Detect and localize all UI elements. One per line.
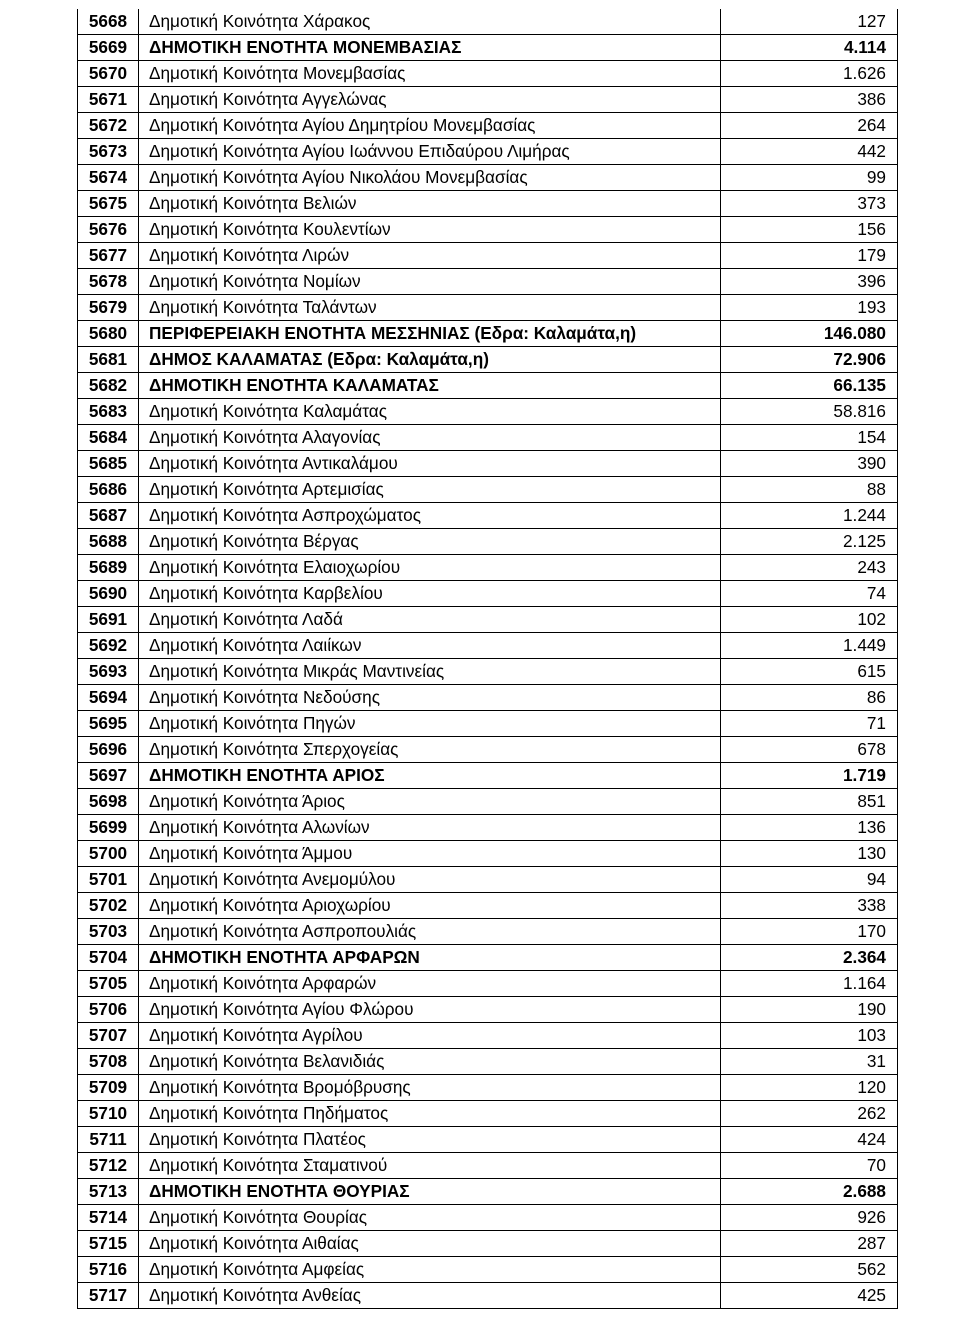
area-name-cell: Δημοτική Κοινότητα Αγίου Ιωάννου Επιδαύρου Λιμήρας [139, 139, 721, 165]
area-name-cell: Δημοτική Κοινότητα Καλαμάτας [139, 399, 721, 425]
row-id-cell: 5673 [78, 139, 139, 165]
area-name-cell: Δημοτική Κοινότητα Ελαιοχωρίου [139, 555, 721, 581]
area-name-cell: Δημοτική Κοινότητα Σταματινού [139, 1153, 721, 1179]
table-row [78, 1283, 898, 1309]
row-id-cell: 5688 [78, 529, 139, 555]
population-cell: 71 [721, 711, 898, 737]
table-row [78, 9, 898, 35]
area-name-cell: Δημοτική Κοινότητα Αιθαίας [139, 1231, 721, 1257]
area-name-cell: Δημοτική Κοινότητα Καρβελίου [139, 581, 721, 607]
table-row [78, 815, 898, 841]
row-id-cell: 5680 [78, 321, 139, 347]
population-cell: 156 [721, 217, 898, 243]
area-name-cell: ΔΗΜΟΤΙΚΗ ΕΝΟΤΗΤΑ ΘΟΥΡΙΑΣ [139, 1179, 721, 1205]
area-name-cell: ΔΗΜΟΤΙΚΗ ΕΝΟΤΗΤΑ ΚΑΛΑΜΑΤΑΣ [139, 373, 721, 399]
table-row [78, 1153, 898, 1179]
row-id-cell: 5715 [78, 1231, 139, 1257]
area-name-cell: Δημοτική Κοινότητα Μικράς Μαντινείας [139, 659, 721, 685]
row-id-cell: 5686 [78, 477, 139, 503]
row-id-cell: 5678 [78, 269, 139, 295]
area-name-cell: Δημοτική Κοινότητα Άμμου [139, 841, 721, 867]
table-row [78, 191, 898, 217]
row-id-cell: 5713 [78, 1179, 139, 1205]
row-id-cell: 5709 [78, 1075, 139, 1101]
row-id-cell: 5692 [78, 633, 139, 659]
population-cell: 146.080 [721, 321, 898, 347]
population-cell: 99 [721, 165, 898, 191]
population-cell: 130 [721, 841, 898, 867]
row-id-cell: 5683 [78, 399, 139, 425]
row-id-cell: 5704 [78, 945, 139, 971]
table-row [78, 659, 898, 685]
row-id-cell: 5687 [78, 503, 139, 529]
area-name-cell: Δημοτική Κοινότητα Ασπροχώματος [139, 503, 721, 529]
area-name-cell: Δημοτική Κοινότητα Αγίου Νικολάου Μονεμβασίας [139, 165, 721, 191]
area-name-cell: ΔΗΜΟΤΙΚΗ ΕΝΟΤΗΤΑ ΑΡΦΑΡΩΝ [139, 945, 721, 971]
row-id-cell: 5707 [78, 1023, 139, 1049]
row-id-cell: 5695 [78, 711, 139, 737]
area-name-cell: Δημοτική Κοινότητα Λαδά [139, 607, 721, 633]
row-id-cell: 5706 [78, 997, 139, 1023]
table-row [78, 139, 898, 165]
area-name-cell: Δημοτική Κοινότητα Αριοχωρίου [139, 893, 721, 919]
area-name-cell: Δημοτική Κοινότητα Λιρών [139, 243, 721, 269]
table-row [78, 555, 898, 581]
population-cell: 190 [721, 997, 898, 1023]
population-cell: 678 [721, 737, 898, 763]
row-id-cell: 5689 [78, 555, 139, 581]
row-id-cell: 5696 [78, 737, 139, 763]
population-cell: 66.135 [721, 373, 898, 399]
table-row [78, 1231, 898, 1257]
table-row [78, 87, 898, 113]
row-id-cell: 5675 [78, 191, 139, 217]
row-id-cell: 5672 [78, 113, 139, 139]
population-cell: 136 [721, 815, 898, 841]
table-row [78, 295, 898, 321]
area-name-cell: Δημοτική Κοινότητα Άριος [139, 789, 721, 815]
population-cell: 396 [721, 269, 898, 295]
table-row [78, 997, 898, 1023]
row-id-cell: 5669 [78, 35, 139, 61]
population-table [77, 9, 898, 1309]
area-name-cell: Δημοτική Κοινότητα Πηγών [139, 711, 721, 737]
row-id-cell: 5693 [78, 659, 139, 685]
area-name-cell: ΔΗΜΟΤΙΚΗ ΕΝΟΤΗΤΑ ΑΡΙΟΣ [139, 763, 721, 789]
area-name-cell: Δημοτική Κοινότητα Αντικαλάμου [139, 451, 721, 477]
row-id-cell: 5717 [78, 1283, 139, 1309]
population-cell: 74 [721, 581, 898, 607]
population-cell: 2.125 [721, 529, 898, 555]
row-id-cell: 5671 [78, 87, 139, 113]
table-row [78, 893, 898, 919]
population-cell: 127 [721, 9, 898, 35]
area-name-cell: Δημοτική Κοινότητα Αγίου Φλώρου [139, 997, 721, 1023]
table-row [78, 633, 898, 659]
table-row [78, 867, 898, 893]
row-id-cell: 5684 [78, 425, 139, 451]
area-name-cell: Δημοτική Κοινότητα Νεδούσης [139, 685, 721, 711]
population-cell: 264 [721, 113, 898, 139]
row-id-cell: 5677 [78, 243, 139, 269]
population-cell: 1.164 [721, 971, 898, 997]
table-row [78, 503, 898, 529]
table-row [78, 165, 898, 191]
area-name-cell: Δημοτική Κοινότητα Θουρίας [139, 1205, 721, 1231]
table-row [78, 789, 898, 815]
population-cell: 88 [721, 477, 898, 503]
table-row [78, 607, 898, 633]
row-id-cell: 5691 [78, 607, 139, 633]
table-row [78, 841, 898, 867]
row-id-cell: 5703 [78, 919, 139, 945]
population-cell: 2.364 [721, 945, 898, 971]
table-row [78, 451, 898, 477]
table-row [78, 1075, 898, 1101]
area-name-cell: Δημοτική Κοινότητα Βρομόβρυσης [139, 1075, 721, 1101]
area-name-cell: Δημοτική Κοινότητα Νομίων [139, 269, 721, 295]
table-row [78, 737, 898, 763]
population-cell: 70 [721, 1153, 898, 1179]
table-row [78, 529, 898, 555]
population-cell: 390 [721, 451, 898, 477]
area-name-cell: Δημοτική Κοινότητα Ταλάντων [139, 295, 721, 321]
table-row [78, 945, 898, 971]
population-cell: 179 [721, 243, 898, 269]
census-sheet [77, 9, 897, 1309]
population-cell: 2.688 [721, 1179, 898, 1205]
area-name-cell: Δημοτική Κοινότητα Αλωνίων [139, 815, 721, 841]
area-name-cell: Δημοτική Κοινότητα Αγρίλου [139, 1023, 721, 1049]
population-cell: 103 [721, 1023, 898, 1049]
table-row [78, 1049, 898, 1075]
row-id-cell: 5681 [78, 347, 139, 373]
row-id-cell: 5710 [78, 1101, 139, 1127]
table-row [78, 1101, 898, 1127]
area-name-cell: Δημοτική Κοινότητα Πηδήματος [139, 1101, 721, 1127]
table-row [78, 347, 898, 373]
area-name-cell: Δημοτική Κοινότητα Βέργας [139, 529, 721, 555]
table-row [78, 61, 898, 87]
row-id-cell: 5679 [78, 295, 139, 321]
row-id-cell: 5685 [78, 451, 139, 477]
population-cell: 1.449 [721, 633, 898, 659]
table-row [78, 113, 898, 139]
row-id-cell: 5697 [78, 763, 139, 789]
population-cell: 72.906 [721, 347, 898, 373]
population-cell: 851 [721, 789, 898, 815]
area-name-cell: Δημοτική Κοινότητα Αγγελώνας [139, 87, 721, 113]
table-row [78, 1257, 898, 1283]
row-id-cell: 5668 [78, 9, 139, 35]
area-name-cell: Δημοτική Κοινότητα Αμφείας [139, 1257, 721, 1283]
area-name-cell: ΔΗΜΟΣ ΚΑΛΑΜΑΤΑΣ (Εδρα: Καλαμάτα,η) [139, 347, 721, 373]
population-cell: 615 [721, 659, 898, 685]
table-body [78, 9, 898, 1309]
population-cell: 94 [721, 867, 898, 893]
population-cell: 287 [721, 1231, 898, 1257]
population-cell: 373 [721, 191, 898, 217]
row-id-cell: 5714 [78, 1205, 139, 1231]
area-name-cell: Δημοτική Κοινότητα Πλατέος [139, 1127, 721, 1153]
table-row [78, 35, 898, 61]
table-row [78, 1179, 898, 1205]
area-name-cell: ΔΗΜΟΤΙΚΗ ΕΝΟΤΗΤΑ ΜΟΝΕΜΒΑΣΙΑΣ [139, 35, 721, 61]
row-id-cell: 5676 [78, 217, 139, 243]
row-id-cell: 5702 [78, 893, 139, 919]
row-id-cell: 5698 [78, 789, 139, 815]
area-name-cell: Δημοτική Κοινότητα Αλαγονίας [139, 425, 721, 451]
table-row [78, 763, 898, 789]
table-row [78, 971, 898, 997]
row-id-cell: 5712 [78, 1153, 139, 1179]
row-id-cell: 5694 [78, 685, 139, 711]
population-cell: 243 [721, 555, 898, 581]
population-cell: 338 [721, 893, 898, 919]
population-cell: 58.816 [721, 399, 898, 425]
population-cell: 31 [721, 1049, 898, 1075]
area-name-cell: Δημοτική Κοινότητα Μονεμβασίας [139, 61, 721, 87]
area-name-cell: Δημοτική Κοινότητα Αρφαρών [139, 971, 721, 997]
table-row [78, 919, 898, 945]
population-cell: 193 [721, 295, 898, 321]
table-row [78, 1127, 898, 1153]
area-name-cell: Δημοτική Κοινότητα Βελανιδιάς [139, 1049, 721, 1075]
population-cell: 102 [721, 607, 898, 633]
area-name-cell: Δημοτική Κοινότητα Χάρακος [139, 9, 721, 35]
population-cell: 386 [721, 87, 898, 113]
table-row [78, 321, 898, 347]
row-id-cell: 5699 [78, 815, 139, 841]
area-name-cell: Δημοτική Κοινότητα Ασπροπουλιάς [139, 919, 721, 945]
area-name-cell: Δημοτική Κοινότητα Αγίου Δημητρίου Μονεμβασίας [139, 113, 721, 139]
area-name-cell: ΠΕΡΙΦΕΡΕΙΑΚΗ ΕΝΟΤΗΤΑ ΜΕΣΣΗΝΙΑΣ (Εδρα: Καλαμάτα,η) [139, 321, 721, 347]
population-cell: 170 [721, 919, 898, 945]
table-row [78, 711, 898, 737]
table-row [78, 425, 898, 451]
table-row [78, 269, 898, 295]
area-name-cell: Δημοτική Κοινότητα Ανεμομύλου [139, 867, 721, 893]
area-name-cell: Δημοτική Κοινότητα Σπερχογείας [139, 737, 721, 763]
table-row [78, 477, 898, 503]
population-cell: 1.244 [721, 503, 898, 529]
table-row [78, 243, 898, 269]
area-name-cell: Δημοτική Κοινότητα Λαιίκων [139, 633, 721, 659]
table-row [78, 399, 898, 425]
row-id-cell: 5708 [78, 1049, 139, 1075]
table-row [78, 373, 898, 399]
row-id-cell: 5701 [78, 867, 139, 893]
population-cell: 4.114 [721, 35, 898, 61]
area-name-cell: Δημοτική Κοινότητα Κουλεντίων [139, 217, 721, 243]
population-cell: 1.719 [721, 763, 898, 789]
table-row [78, 1023, 898, 1049]
row-id-cell: 5716 [78, 1257, 139, 1283]
table-row [78, 581, 898, 607]
area-name-cell: Δημοτική Κοινότητα Ανθείας [139, 1283, 721, 1309]
row-id-cell: 5700 [78, 841, 139, 867]
population-cell: 425 [721, 1283, 898, 1309]
population-cell: 1.626 [721, 61, 898, 87]
row-id-cell: 5690 [78, 581, 139, 607]
population-cell: 86 [721, 685, 898, 711]
table-row [78, 685, 898, 711]
row-id-cell: 5670 [78, 61, 139, 87]
population-cell: 562 [721, 1257, 898, 1283]
table-row [78, 1205, 898, 1231]
population-cell: 262 [721, 1101, 898, 1127]
population-cell: 120 [721, 1075, 898, 1101]
row-id-cell: 5705 [78, 971, 139, 997]
row-id-cell: 5682 [78, 373, 139, 399]
population-cell: 442 [721, 139, 898, 165]
area-name-cell: Δημοτική Κοινότητα Βελιών [139, 191, 721, 217]
population-cell: 154 [721, 425, 898, 451]
table-row [78, 217, 898, 243]
population-cell: 424 [721, 1127, 898, 1153]
area-name-cell: Δημοτική Κοινότητα Αρτεμισίας [139, 477, 721, 503]
row-id-cell: 5674 [78, 165, 139, 191]
population-cell: 926 [721, 1205, 898, 1231]
row-id-cell: 5711 [78, 1127, 139, 1153]
